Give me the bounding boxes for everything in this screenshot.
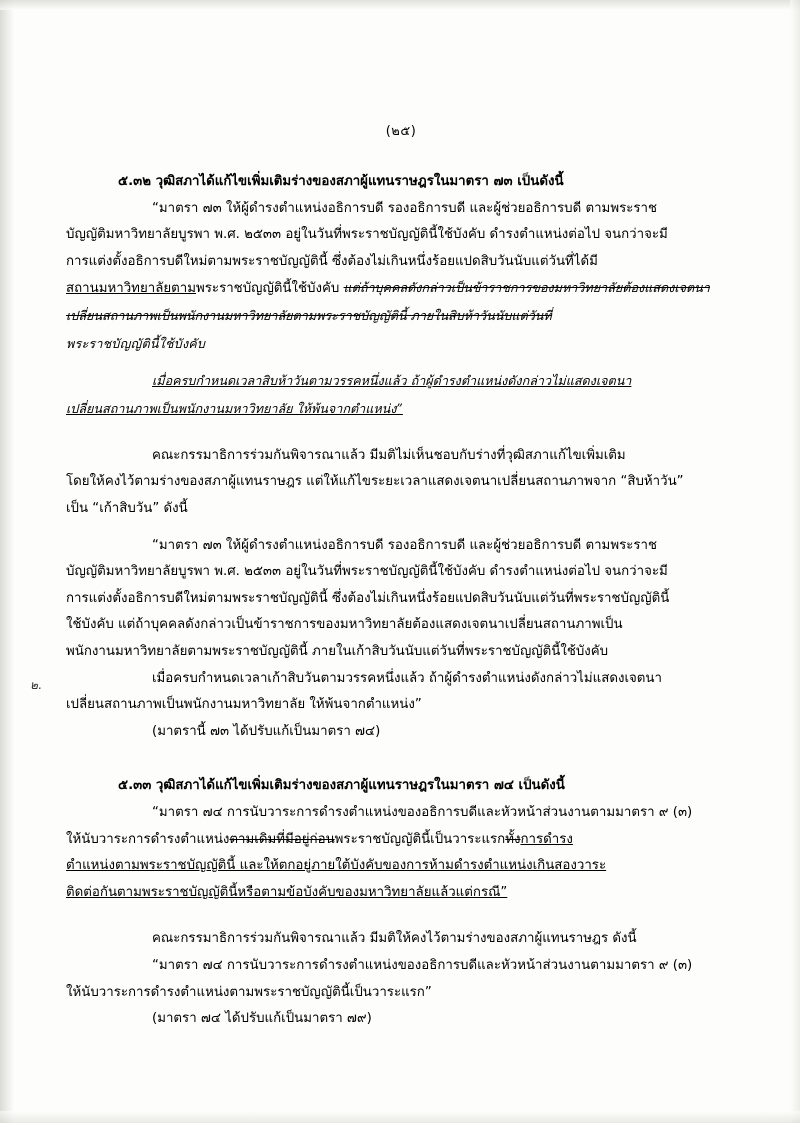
plain-text-b: พระราชบัญญัตินี้เป็นวาระแรก — [334, 831, 506, 847]
quote-open-533: “มาตรา ๗๔ การนับวาระการดำรงตำแหน่งของอธิการบดีและหัวหน้าส่วนงานตามมาตรา ๙ (๓) — [152, 804, 693, 820]
scan-edge-top — [0, 0, 800, 10]
footnote-533: (มาตรา ๗๔ ได้ปรับแก้เป็นมาตรา ๗๙) — [152, 1011, 372, 1027]
hand-underlined-2: เปลี่ยนสถานภาพเป็นพนักงานมหาวิทยาลัย ให้พ้นจากตำแหน่ง” — [66, 400, 403, 416]
edit-plain-mid: พระราชบัญญัตินี้ใช้บังคับ — [196, 281, 344, 297]
spacer — [66, 359, 736, 369]
section-heading-532: ๕.๓๒ วุฒิสภาได้แก้ไขเพิ่มเติมร่างของสภาผู้แทนราษฎรในมาตรา ๗๓ เป็นดังนี้ — [118, 174, 564, 190]
committee-intro-532-3: เป็น “เก้าสิบวัน” ดังนี้ — [66, 501, 188, 517]
inserted-underlined-text: สถานมหาวิทยาลัยตาม — [66, 281, 197, 297]
final-quote-532-4: ใช้บังคับ แต่ถ้าบุคคลดังกล่าวเป็นข้าราชการของมหาวิทยาลัยต้องแสดงเจตนาเปลี่ยนสถานภาพเป็น — [66, 617, 623, 633]
underlined-insert-533-1: ตำแหน่งตามพระราชบัญญัตินี้ และให้ตกอยู่ภายใต้บังคับของการห้ามดำรงตำแหน่งเกินสองวาระ — [66, 858, 607, 874]
final-quote-532-3: การแต่งตั้งอธิการบดีใหม่ตามพระราชบัญญัตินี้ ซึ่งต้องไม่เกินหนึ่งร้อยแปดสิบวันนับแต่วันที่พระราชบัญญัตินี้ — [66, 590, 670, 606]
final-quote-532-2: บัญญัติมหาวิทยาลัยบูรพา พ.ศ. ๒๕๓๓ อยู่ในวันที่พระราชบัญญัตินี้ใช้บังคับ ดำรงตำแหน่งต่อไป จนกว่าจะมี — [66, 564, 668, 580]
final-quote-533-1: “มาตรา ๗๔ การนับวาระการดำรงตำแหน่งของอธิการบดีและหัวหน้าส่วนงานตามมาตรา ๙ (๓) — [152, 957, 693, 973]
quote-line-532-2 — [66, 250, 736, 275]
quote-line-532-2-text: การแต่งตั้งอธิการบดีใหม่ตามพระราชบัญญัตินี้ ซึ่งต้องไม่เกินหนึ่งร้อยแปดสิบวันนับแต่วันที่ได้มี — [66, 253, 598, 269]
edit-line-532-1 — [66, 276, 736, 302]
final-quote-532-5: พนักงานมหาวิทยาลัยตามพระราชบัญญัตินี้ ภายในเก้าสิบวันนับแต่วันที่พระราชบัญญัตินี้ใช้บังคับ — [66, 643, 609, 659]
quote-line-532-1: บัญญัติมหาวิทยาลัยบูรพา พ.ศ. ๒๕๓๓ อยู่ในวันที่พระราชบัญญัตินี้ใช้บังคับ ดำรงตำแหน่งต่อไป จนกว่าจะมี — [66, 227, 668, 243]
footnote-532: (มาตรานี้ ๗๓ ได้ปรับแก้เป็นมาตรา ๗๔) — [152, 723, 381, 739]
committee-intro-532-2: โดยให้คงไว้ตามร่างของสภาผู้แทนราษฎร แต่ให้แก้ไขระยะเวลาแสดงเจตนาเปลี่ยนสถานภาพจาก “สิบห้าวัน” — [66, 474, 684, 490]
final-quote-533-2: ให้นับวาระการดำรงตำแหน่งตามพระราชบัญญัตินี้เป็นวาระแรก” — [66, 984, 432, 1000]
underlined-insert-533-2: ติดต่อกันตามพระราชบัญญัตินี้หรือตามข้อบังคับของมหาวิทยาลัยแล้วแต่กรณี” — [66, 884, 508, 900]
scan-edge-left — [0, 0, 14, 1123]
page-number: (๒๕) — [385, 124, 417, 139]
document-body — [66, 120, 736, 1034]
edit-line-533-3 — [66, 881, 736, 906]
committee-intro-533: คณะกรรมาธิการร่วมกันพิจารณาแล้ว มีมติให้คงไว้ตามร่างของสภาผู้แทนราษฎร ดังนี้ — [152, 931, 637, 947]
section-heading-533: ๕.๓๓ วุฒิสภาได้แก้ไขเพิ่มเติมร่างของสภาผู้แทนราษฎรในมาตรา ๗๔ เป็นดังนี้ — [118, 778, 565, 794]
final-quote-532-indent-1: เมื่อครบกำหนดเวลาเก้าสิบวันตามวรรคหนึ่งแล้ว ถ้าผู้ดำรงตำแหน่งดังกล่าวไม่แสดงเจตนา — [152, 670, 662, 686]
edit-line-533-2 — [66, 854, 736, 879]
hand-block-line-1 — [66, 369, 736, 394]
quote-open-532: “มาตรา ๗๓ ให้ผู้ดำรงตำแหน่งอธิการบดี รองอธิการบดี และผู้ช่วยอธิการบดี ตามพระราช — [152, 200, 658, 216]
struck-hand-text-1: แต่ถ้าบุคคลดังกล่าวเป็นข้าราชการของมหาวิทยาลัยต้องแสดงเจตนา — [343, 280, 710, 296]
spacer — [66, 424, 736, 444]
margin-annotation: ๒. — [30, 678, 42, 692]
hand-block-line-2 — [66, 397, 736, 422]
hand-text-1: พระราชบัญญัตินี้ใช้บังคับ — [66, 335, 206, 351]
edit-line-533-1 — [66, 828, 736, 853]
plain-text-a: ให้นับวาระการดำรงตำแหน่ง — [66, 831, 230, 847]
struck-hand-text-2: เปลี่ยนสถานภาพเป็นพนักงานมหาวิทยาลัยตามพระราชบัญญัตินี้ ภายในสิบห้าวันนับแต่วันที่ — [66, 308, 552, 324]
committee-intro-532-1: คณะกรรมาธิการร่วมกันพิจารณาแล้ว มีมติไม่เห็นชอบกับร่างที่วุฒิสภาแก้ไขเพิ่มเติม — [152, 447, 626, 463]
hand-underlined-1: เมื่อครบกำหนดเวลาสิบห้าวันตามวรรคหนึ่งแล้ว ถ้าผู้ดำรงตำแหน่งดังกล่าวไม่แสดงเจตนา — [152, 373, 632, 389]
struck-text-533-b: ทั้ง — [505, 831, 521, 847]
spacer — [66, 907, 736, 927]
spacer — [66, 746, 736, 774]
scan-edge-right — [790, 0, 800, 1123]
edit-line-532-2 — [66, 304, 736, 330]
final-quote-532-indent-2: เปลี่ยนสถานภาพเป็นพนักงานมหาวิทยาลัย ให้พ้นจากตำแหน่ง” — [66, 697, 422, 713]
spacer — [66, 524, 736, 534]
inserted-underlined-533: การดำรง — [520, 831, 573, 847]
struck-text-533-a: ตามเดิมที่มีอยู่ก่อน — [229, 831, 335, 847]
edit-line-532-3 — [66, 332, 736, 358]
final-quote-532-1: “มาตรา ๗๓ ให้ผู้ดำรงตำแหน่งอธิการบดี รองอธิการบดี และผู้ช่วยอธิการบดี ตามพระราช — [152, 537, 658, 553]
scan-edge-bottom — [0, 1111, 800, 1123]
